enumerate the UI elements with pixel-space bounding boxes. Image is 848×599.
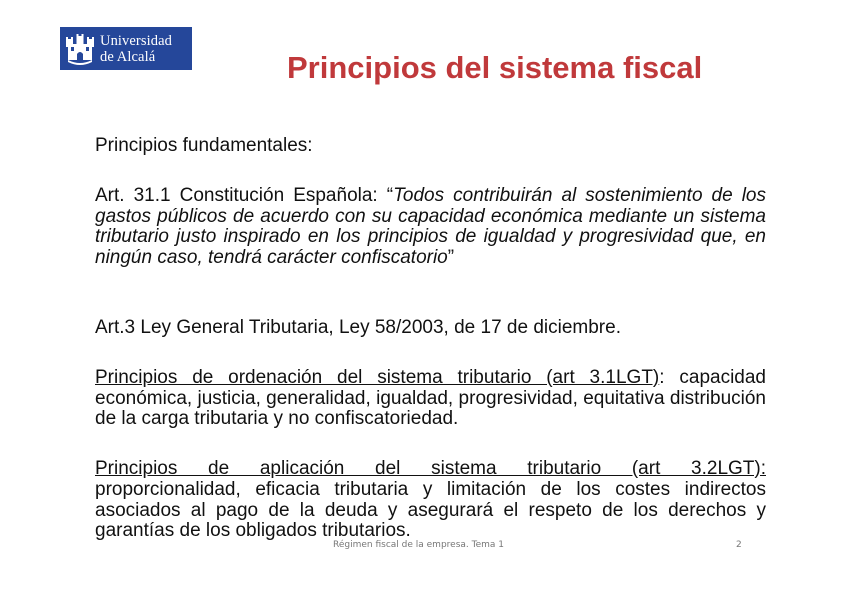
- logo-line-1: Universidad: [100, 32, 172, 49]
- constitucion-paragraph: [95, 186, 766, 268]
- constitucion-prefix: Art. 31.1 Constitución Española: “: [95, 185, 394, 206]
- university-logo: [60, 27, 192, 70]
- page-number: 2: [736, 540, 742, 550]
- ordenacion-paragraph: [95, 368, 766, 430]
- constitucion-suffix: ”: [447, 246, 455, 268]
- castle-crest-icon: [65, 32, 95, 66]
- aplicacion-text: proporcionalidad, eficacia tributaria y limitación de los costes indirectos asociados al pago de la deuda y asegurará el respeto de los derechos y garantías de los obligados tributarios.: [95, 479, 766, 541]
- logo-line-2: de Alcalá: [100, 48, 156, 65]
- ordenacion-text: : capacidad económica, justicia, generalidad, igualdad, progresividad, equitativa distribución de la carga tributaria y no confiscatoriedad.: [95, 367, 766, 429]
- page-title: Principios del sistema fiscal: [287, 50, 703, 85]
- aplicacion-heading: Principios de aplicación del sistema tributario (art 3.2LGT):: [95, 458, 766, 479]
- ley-general-paragraph: Art.3 Ley General Tributaria, Ley 58/2003, de 17 de diciembre.: [95, 317, 621, 338]
- constitucion-quote: Todos contribuirán al sostenimiento de los gastos públicos de acuerdo con su capacidad económica mediante un sistema tributario justo inspirado en los principios de igualdad y progresividad que, en ningún caso, tendrá carácter confiscatorio: [95, 185, 767, 268]
- footer-text: Régimen fiscal de la empresa. Tema 1: [333, 540, 504, 550]
- logo-text: [100, 33, 172, 65]
- fundamentales-heading: Principios fundamentales:: [95, 135, 313, 156]
- ordenacion-heading: Principios de ordenación del sistema tributario (art 3.1LGT): [95, 367, 660, 388]
